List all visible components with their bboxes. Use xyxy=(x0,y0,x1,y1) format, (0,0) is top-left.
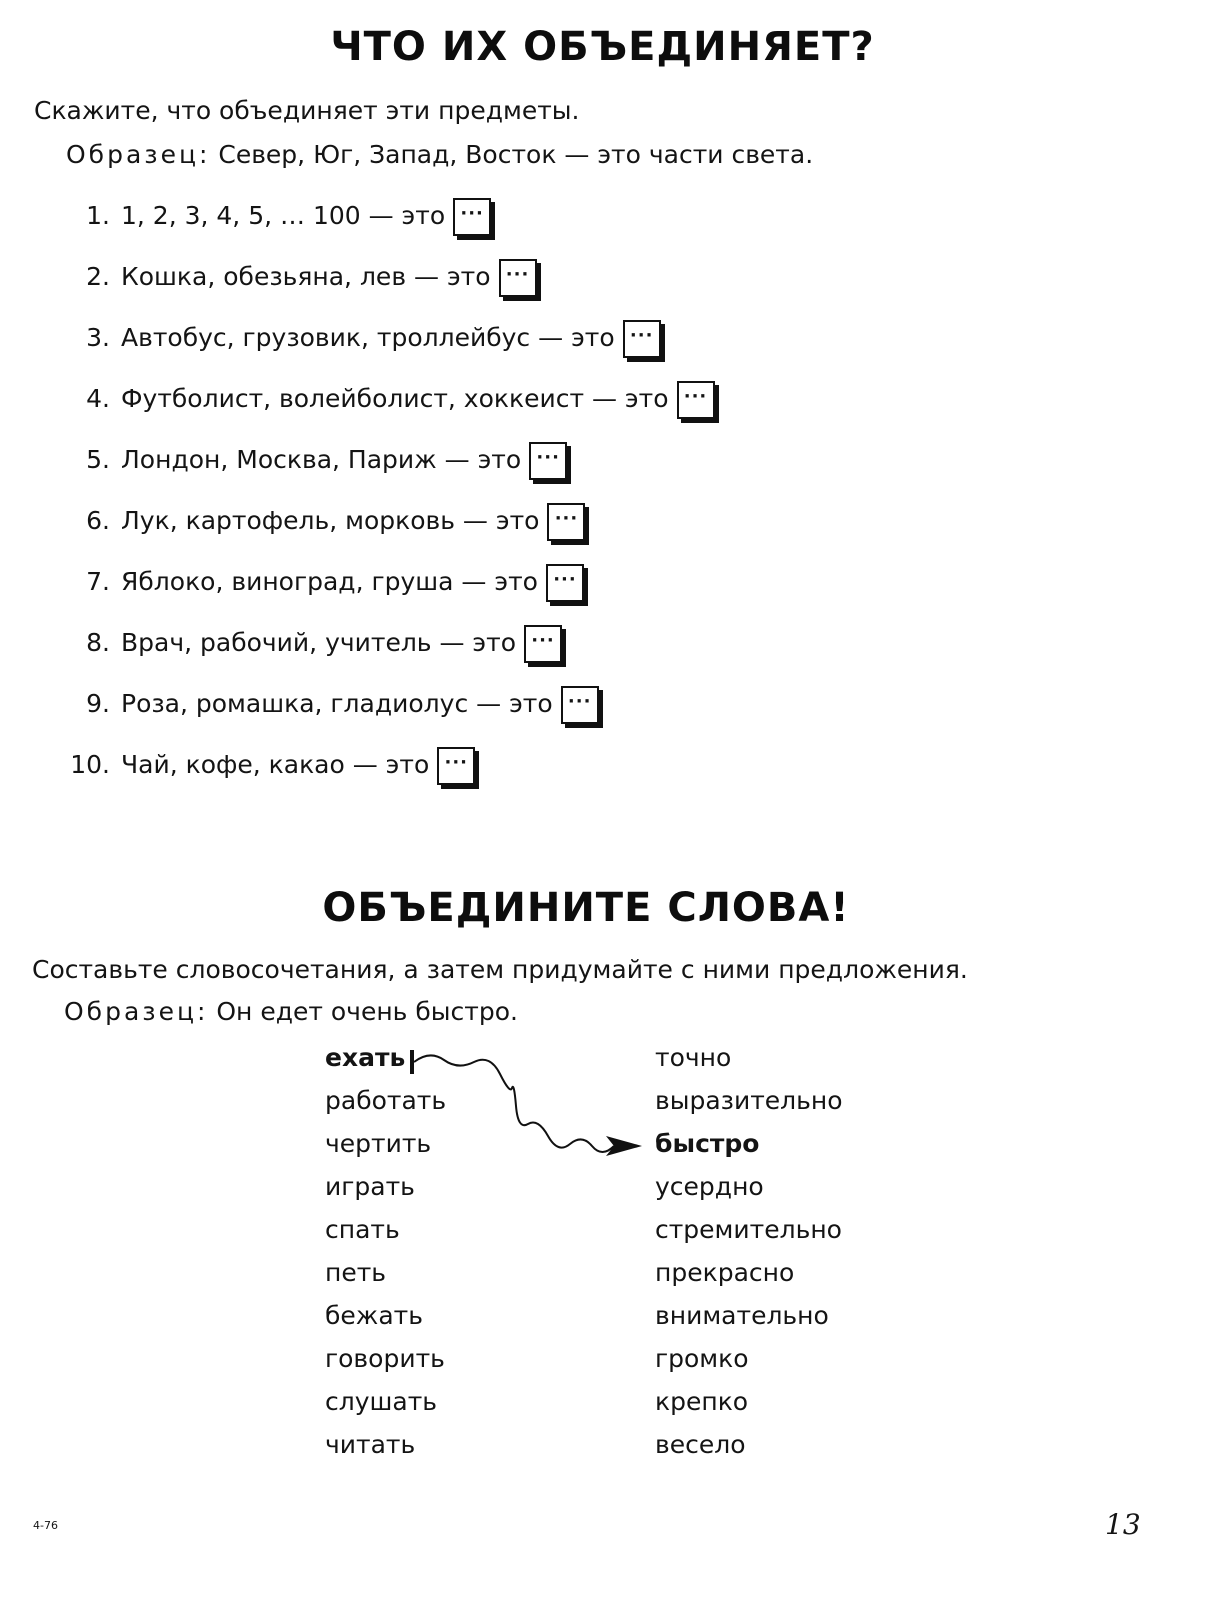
question-item xyxy=(70,379,715,417)
footer-code: 4-76 xyxy=(33,1519,58,1532)
question-text: Автобус, грузовик, троллейбус — это xyxy=(121,322,615,352)
adverb-word: усердно xyxy=(655,1172,764,1201)
answer-box[interactable]: ··· xyxy=(453,198,491,236)
adverb-word: стремительно xyxy=(655,1215,842,1244)
section-title-combine-words: ОБЪЕДИНИТЕ СЛОВА! xyxy=(322,885,850,931)
answer-box[interactable]: ··· xyxy=(524,625,562,663)
instruction-text: Скажите, что объединяет эти предметы. xyxy=(34,96,580,125)
question-number: 4. xyxy=(86,383,110,413)
adverb-word: точно xyxy=(655,1043,732,1072)
question-text: 1, 2, 3, 4, 5, … 100 — это xyxy=(121,200,446,230)
verb-word: играть xyxy=(325,1172,415,1201)
question-text: Роза, ромашка, гладиолус — это xyxy=(121,688,553,718)
question-item xyxy=(70,501,585,539)
verb-word: петь xyxy=(325,1258,387,1287)
verb-word: чертить xyxy=(325,1129,432,1158)
answer-box[interactable]: ··· xyxy=(529,442,567,480)
verb-word: бежать xyxy=(325,1301,423,1330)
adverb-word: крепко xyxy=(655,1387,749,1416)
answer-box[interactable]: ··· xyxy=(499,259,537,297)
question-item xyxy=(70,745,475,783)
question-item xyxy=(70,318,661,356)
question-text: Чай, кофе, какао — это xyxy=(121,749,430,779)
question-text: Кошка, обезьяна, лев — это xyxy=(121,261,491,291)
question-item xyxy=(70,440,567,478)
sample-text: Север, Юг, Запад, Восток — это части света. xyxy=(218,140,814,169)
instruction-text-2: Составьте словосочетания, а затем придумайте с ними предложения. xyxy=(32,955,968,984)
question-text: Яблоко, виноград, груша — это xyxy=(121,566,538,596)
question-number: 5. xyxy=(86,444,110,474)
adverb-word: прекрасно xyxy=(655,1258,795,1287)
answer-box[interactable]: ··· xyxy=(437,747,475,785)
question-text: Лондон, Москва, Париж — это xyxy=(121,444,522,474)
question-text: Футболист, волейболист, хоккеист — это xyxy=(121,383,669,413)
question-text: Лук, картофель, морковь — это xyxy=(121,505,540,535)
sample-label-2: Образец: xyxy=(64,997,209,1026)
section-title-what-unites: ЧТО ИХ ОБЪЕДИНЯЕТ? xyxy=(330,24,875,70)
answer-box[interactable]: ··· xyxy=(546,564,584,602)
verb-word: ехать xyxy=(325,1043,406,1072)
verb-word: работать xyxy=(325,1086,447,1115)
verb-word: спать xyxy=(325,1215,400,1244)
page-number: 13 xyxy=(1105,1508,1141,1541)
adverb-word: весело xyxy=(655,1430,746,1459)
sample-text-2: Он едет очень быстро. xyxy=(216,997,518,1026)
question-number: 2. xyxy=(86,261,110,291)
question-number: 1. xyxy=(86,200,110,230)
question-number: 9. xyxy=(86,688,110,718)
answer-box[interactable]: ··· xyxy=(677,381,715,419)
answer-box[interactable]: ··· xyxy=(623,320,661,358)
sample-label: Образец: xyxy=(66,140,211,169)
adverb-word: внимательно xyxy=(655,1301,829,1330)
question-item xyxy=(70,562,584,600)
adverb-word: громко xyxy=(655,1344,749,1373)
question-item xyxy=(70,196,491,234)
question-number: 7. xyxy=(86,566,110,596)
question-number: 10. xyxy=(70,749,110,779)
sample-line xyxy=(66,140,813,169)
adverb-word: выразительно xyxy=(655,1086,843,1115)
question-item xyxy=(70,684,599,722)
question-number: 6. xyxy=(86,505,110,535)
answer-box[interactable]: ··· xyxy=(547,503,585,541)
sample-line-2 xyxy=(64,997,518,1026)
wavy-arrow xyxy=(400,1040,660,1170)
answer-box[interactable]: ··· xyxy=(561,686,599,724)
verb-word: читать xyxy=(325,1430,416,1459)
question-item xyxy=(70,623,562,661)
adverb-word: быстро xyxy=(655,1129,760,1158)
question-number: 3. xyxy=(86,322,110,352)
question-number: 8. xyxy=(86,627,110,657)
verb-word: говорить xyxy=(325,1344,445,1373)
question-text: Врач, рабочий, учитель — это xyxy=(121,627,517,657)
question-item xyxy=(70,257,537,295)
verb-word: слушать xyxy=(325,1387,438,1416)
